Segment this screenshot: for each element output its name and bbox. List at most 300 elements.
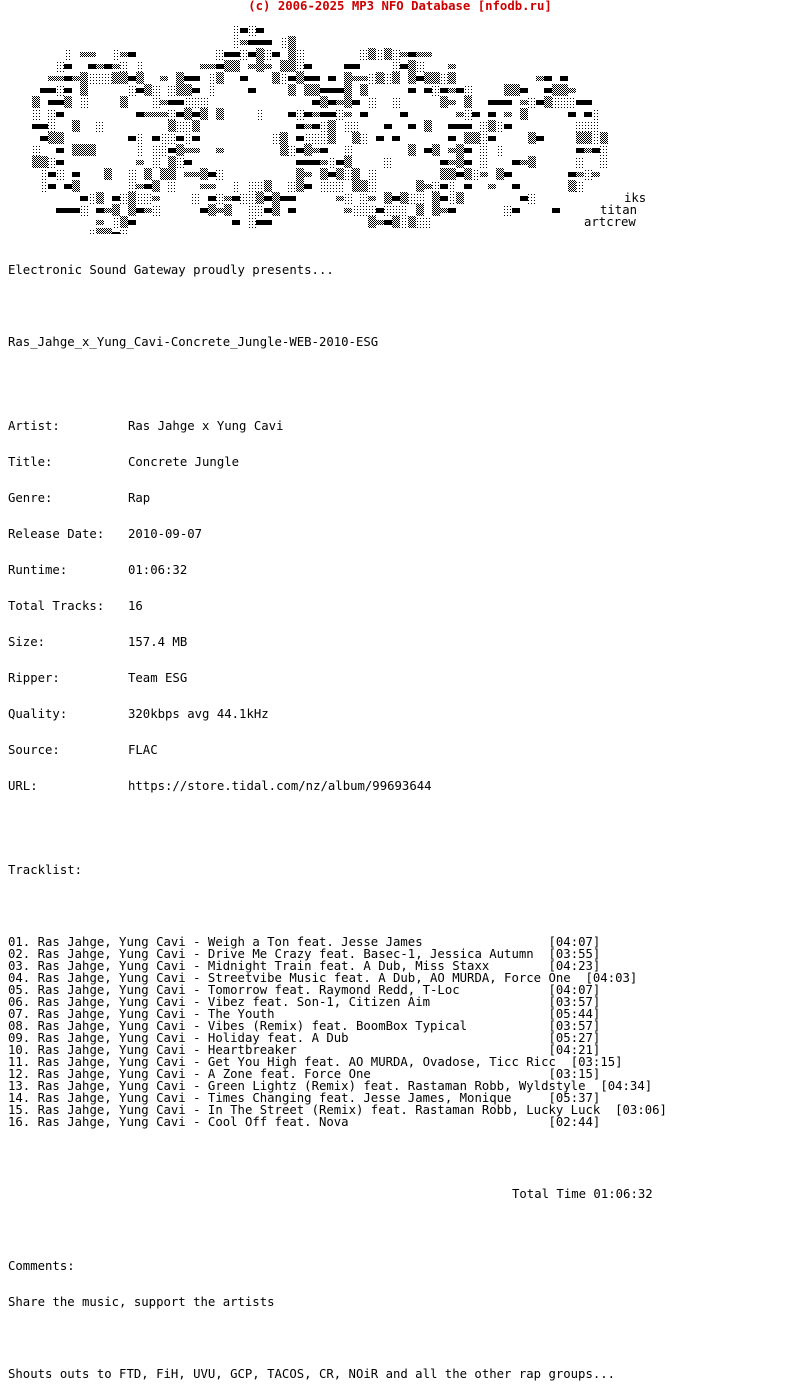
ascii-block xyxy=(368,48,376,60)
ascii-block xyxy=(144,84,152,96)
ascii-block xyxy=(112,232,120,234)
ascii-block xyxy=(184,84,192,96)
ascii-block xyxy=(320,180,328,192)
ascii-block xyxy=(320,112,328,117)
ascii-block xyxy=(184,108,192,120)
ascii-block xyxy=(184,172,192,177)
ascii-block xyxy=(256,220,264,225)
ascii-block xyxy=(320,160,328,165)
track-duration: [04:23] xyxy=(548,959,601,973)
ascii-block xyxy=(304,160,312,165)
ascii-block xyxy=(448,136,456,141)
ascii-block xyxy=(264,40,272,45)
ascii-block xyxy=(112,72,120,84)
ascii-block xyxy=(152,196,160,201)
ascii-block xyxy=(400,52,408,57)
ascii-block xyxy=(272,204,280,216)
ascii-block xyxy=(88,144,96,156)
ascii-block xyxy=(400,112,408,117)
ascii-block xyxy=(424,52,432,57)
track-row: 01. Ras Jahge, Yung Cavi - Weigh a Ton feat. Jesse James [04:07] xyxy=(8,935,601,949)
ascii-block xyxy=(96,72,104,84)
ascii-block xyxy=(248,204,256,216)
ascii-block xyxy=(128,52,136,57)
track-artist: Ras Jahge, Yung Cavi xyxy=(37,1091,186,1105)
ascii-block xyxy=(280,132,288,144)
ascii-block xyxy=(64,88,72,93)
ascii-block xyxy=(280,196,288,201)
ascii-block xyxy=(416,192,424,204)
ascii-block xyxy=(448,72,456,84)
ascii-block xyxy=(152,112,160,117)
track-artist: Ras Jahge, Yung Cavi xyxy=(37,935,186,949)
track-row: 07. Ras Jahge, Yung Cavi - The Youth [05:44] xyxy=(8,1007,601,1021)
ascii-block xyxy=(80,84,88,96)
ascii-block xyxy=(64,184,72,189)
ascii-block xyxy=(288,112,296,117)
ascii-credit-2: titan xyxy=(600,203,638,217)
ascii-block xyxy=(72,172,80,177)
info-label: Quality: xyxy=(8,707,68,721)
ascii-block xyxy=(424,120,432,132)
ascii-block xyxy=(392,196,400,201)
ascii-block xyxy=(408,52,416,57)
track-duration: [03:15] xyxy=(548,1067,601,1081)
ascii-block xyxy=(600,156,608,168)
ascii-block xyxy=(456,124,464,129)
ascii-block xyxy=(168,156,176,168)
ascii-block xyxy=(432,180,440,192)
ascii-block xyxy=(496,120,504,132)
ascii-block xyxy=(448,124,456,129)
ascii-block xyxy=(32,124,40,129)
ascii-block xyxy=(88,52,96,57)
ascii-block xyxy=(344,96,352,108)
track-row: 14. Ras Jahge, Yung Cavi - Times Changing feat. Jesse James, Monique [05:37] xyxy=(8,1091,601,1105)
ascii-block xyxy=(184,160,192,165)
ascii-block xyxy=(368,196,376,201)
track-artist: Ras Jahge, Yung Cavi xyxy=(37,983,186,997)
info-value: 16 xyxy=(128,599,143,613)
ascii-block xyxy=(528,96,536,108)
ascii-block xyxy=(408,192,416,204)
ascii-block xyxy=(352,180,360,192)
track-artist: Ras Jahge, Yung Cavi xyxy=(37,971,186,985)
ascii-block xyxy=(504,84,512,96)
ascii-art-image xyxy=(0,14,800,234)
ascii-block xyxy=(544,96,552,108)
ascii-block xyxy=(528,156,536,168)
ascii-block xyxy=(176,84,184,96)
ascii-block xyxy=(376,220,384,225)
ascii-block xyxy=(336,88,344,93)
ascii-block xyxy=(272,72,280,84)
ascii-block xyxy=(96,120,104,132)
track-artist: Ras Jahge, Yung Cavi xyxy=(37,1043,186,1057)
ascii-block xyxy=(56,148,64,153)
info-label: Release Date: xyxy=(8,527,105,541)
track-row: 05. Ras Jahge, Yung Cavi - Tomorrow feat. Raymond Redd, T-Loc [04:07] xyxy=(8,983,601,997)
site-header: (c) 2006-2025 MP3 NFO Database [nfodb.ru] xyxy=(248,0,552,13)
ascii-credit-3: artcrew xyxy=(584,215,636,229)
track-duration: [03:06] xyxy=(615,1103,667,1117)
ascii-block xyxy=(440,96,448,108)
ascii-block xyxy=(368,216,376,228)
ascii-block xyxy=(216,72,224,84)
ascii-block xyxy=(368,72,376,84)
ascii-credit-1: iks xyxy=(624,191,647,205)
track-number: 06. xyxy=(8,995,31,1009)
ascii-block xyxy=(256,28,264,33)
ascii-block xyxy=(352,100,360,105)
track-title: In The Street (Remix) feat. Rastaman Robb, Lucky Luck xyxy=(207,1103,601,1117)
ascii-block xyxy=(160,144,168,156)
track-row: 16. Ras Jahge, Yung Cavi - Cool Off feat. Nova [02:44] xyxy=(8,1115,601,1129)
ascii-block xyxy=(232,180,240,192)
ascii-block xyxy=(416,216,424,228)
ascii-block xyxy=(432,204,440,216)
ascii-block xyxy=(360,48,368,60)
info-value: Concrete Jungle xyxy=(128,455,240,469)
ascii-block xyxy=(320,168,328,180)
ascii-block xyxy=(344,64,352,69)
track-artist: Ras Jahge, Yung Cavi xyxy=(37,1115,186,1129)
ascii-block xyxy=(592,108,600,120)
track-number: 04. xyxy=(8,971,31,985)
ascii-block xyxy=(264,64,272,69)
ascii-block xyxy=(328,180,336,192)
ascii-block xyxy=(112,196,120,201)
ascii-block xyxy=(384,72,392,84)
ascii-block xyxy=(408,72,416,84)
track-number: 12. xyxy=(8,1067,31,1081)
track-number: 01. xyxy=(8,935,31,949)
ascii-block xyxy=(576,120,584,132)
ascii-block xyxy=(176,120,184,132)
ascii-block xyxy=(192,88,200,93)
track-artist: Ras Jahge, Yung Cavi xyxy=(37,1079,186,1093)
ascii-block xyxy=(232,220,240,225)
ascii-block xyxy=(40,156,48,168)
ascii-block xyxy=(296,180,304,192)
ascii-block xyxy=(240,40,248,45)
ascii-block xyxy=(344,72,352,84)
ascii-block xyxy=(136,132,144,144)
ascii-block xyxy=(352,120,360,132)
ascii-block xyxy=(56,132,64,144)
ascii-block xyxy=(136,60,144,72)
comments-text: Share the music, support the artists xyxy=(8,1295,275,1309)
ascii-block xyxy=(560,96,568,108)
ascii-block xyxy=(176,112,184,117)
ascii-block xyxy=(448,88,456,93)
info-value: https://store.tidal.com/nz/album/99693644 xyxy=(128,779,432,793)
ascii-block xyxy=(296,148,304,153)
ascii-block xyxy=(568,96,576,108)
ascii-block xyxy=(448,148,456,153)
info-label: Runtime: xyxy=(8,563,68,577)
ascii-block xyxy=(88,72,96,84)
ascii-block xyxy=(120,216,128,228)
ascii-block xyxy=(416,76,424,81)
info-artist xyxy=(8,420,667,432)
info-ripper xyxy=(8,672,667,684)
ascii-block xyxy=(248,64,256,69)
track-artist: Ras Jahge, Yung Cavi xyxy=(37,947,186,961)
ascii-block xyxy=(296,108,304,120)
ascii-block xyxy=(256,60,264,72)
ascii-block xyxy=(568,88,576,93)
track-duration: [04:34] xyxy=(600,1079,653,1093)
track-number: 16. xyxy=(8,1115,31,1129)
ascii-block xyxy=(360,76,368,81)
ascii-block xyxy=(168,148,176,153)
ascii-block xyxy=(480,132,488,144)
track-row: 04. Ras Jahge, Yung Cavi - Streetvibe Music feat. A Dub, AO MURDA, Force One [04:03] xyxy=(8,971,638,985)
ascii-block xyxy=(432,84,440,96)
ascii-block xyxy=(352,76,360,81)
ascii-block xyxy=(480,144,488,156)
ascii-block xyxy=(432,72,440,84)
ascii-block xyxy=(320,88,328,93)
ascii-block xyxy=(328,120,336,132)
ascii-block xyxy=(392,96,400,108)
ascii-block xyxy=(192,120,200,132)
ascii-block xyxy=(192,172,200,177)
track-row: 09. Ras Jahge, Yung Cavi - Holiday feat. A Dub [05:27] xyxy=(8,1031,601,1045)
ascii-block xyxy=(272,132,280,144)
info-runtime xyxy=(8,564,667,576)
ascii-block xyxy=(200,184,208,189)
track-duration: [03:15] xyxy=(570,1055,623,1069)
ascii-block xyxy=(448,64,456,69)
ascii-block xyxy=(72,76,80,81)
ascii-block xyxy=(448,100,456,105)
ascii-block xyxy=(192,192,200,204)
ascii-block xyxy=(48,120,56,132)
ascii-block xyxy=(96,208,104,213)
ascii-block xyxy=(48,172,56,177)
ascii-block xyxy=(224,204,232,216)
info-total-tracks xyxy=(8,600,667,612)
ascii-block xyxy=(464,184,472,189)
ascii-block xyxy=(144,184,152,189)
info-genre xyxy=(8,492,667,504)
ascii-block xyxy=(576,156,584,168)
info-value: 01:06:32 xyxy=(128,563,188,577)
ascii-block xyxy=(312,160,320,165)
ascii-block xyxy=(344,156,352,168)
ascii-block xyxy=(352,132,360,144)
ascii-block xyxy=(360,180,368,192)
ascii-block xyxy=(344,208,352,213)
ascii-block xyxy=(464,148,472,153)
ascii-block xyxy=(432,144,440,156)
ascii-block xyxy=(536,100,544,105)
ascii-block xyxy=(336,108,344,120)
ascii-block xyxy=(208,184,216,189)
ascii-block xyxy=(304,172,312,177)
track-title: Vibes (Remix) feat. BoomBox Typical xyxy=(207,1019,468,1033)
ascii-block xyxy=(184,76,192,81)
ascii-block xyxy=(192,76,200,81)
info-label: Genre: xyxy=(8,491,53,505)
ascii-block xyxy=(104,228,112,234)
track-row: 13. Ras Jahge, Yung Cavi - Green Lightz (Remix) feat. Rastaman Robb, Wyldstyle [04:34] xyxy=(8,1079,653,1093)
track-artist: Ras Jahge, Yung Cavi xyxy=(37,1007,186,1021)
ascii-block xyxy=(304,124,312,129)
ascii-block xyxy=(96,220,104,225)
ascii-block xyxy=(128,220,136,225)
ascii-block xyxy=(320,96,328,108)
ascii-block xyxy=(56,112,64,117)
ascii-block xyxy=(368,180,376,192)
ascii-block xyxy=(376,208,384,213)
ascii-block xyxy=(312,124,320,129)
ascii-block xyxy=(88,228,96,234)
ascii-block xyxy=(216,64,224,69)
ascii-block xyxy=(64,208,72,213)
ascii-block xyxy=(136,192,144,204)
ascii-block xyxy=(312,112,320,117)
ascii-block xyxy=(344,144,352,156)
ascii-block xyxy=(168,84,176,96)
ascii-block xyxy=(456,192,464,204)
track-title: Holiday feat. A Dub xyxy=(207,1031,349,1045)
ascii-block xyxy=(584,168,592,180)
ascii-block xyxy=(552,96,560,108)
ascii-block xyxy=(296,136,304,141)
ascii-block xyxy=(56,208,64,213)
info-label: Artist: xyxy=(8,419,60,433)
ascii-block xyxy=(504,112,512,117)
ascii-block xyxy=(168,100,176,105)
ascii-block xyxy=(160,100,168,105)
tracklist-heading: Tracklist: xyxy=(8,863,83,877)
ascii-block xyxy=(104,64,112,69)
info-label: Source: xyxy=(8,743,60,757)
ascii-block xyxy=(440,72,448,84)
ascii-block xyxy=(392,48,400,60)
ascii-block xyxy=(568,172,576,177)
release-name: Ras_Jahge_x_Yung_Cavi-Concrete_Jungle-WEB-2010-ESG xyxy=(8,335,379,349)
ascii-block xyxy=(512,160,520,165)
ascii-block xyxy=(184,96,192,108)
ascii-block xyxy=(152,84,160,96)
ascii-block xyxy=(256,204,264,216)
ascii-block xyxy=(96,192,104,204)
ascii-block xyxy=(480,156,488,168)
ascii-block xyxy=(464,96,472,108)
ascii-block xyxy=(264,180,272,192)
ascii-block xyxy=(600,132,608,144)
ascii-block xyxy=(304,64,312,69)
track-title: The Youth xyxy=(207,1007,275,1021)
ascii-block xyxy=(280,144,288,156)
ascii-block xyxy=(488,112,496,117)
ascii-block xyxy=(240,192,248,204)
ascii-block xyxy=(392,204,400,216)
ascii-block xyxy=(416,52,424,57)
ascii-block xyxy=(376,136,384,141)
ascii-block xyxy=(408,216,416,228)
ascii-block xyxy=(264,48,272,60)
ascii-block xyxy=(536,136,544,141)
ascii-block xyxy=(368,204,376,216)
ascii-block xyxy=(496,168,504,180)
ascii-block xyxy=(584,132,592,144)
ascii-block xyxy=(208,64,216,69)
ascii-block xyxy=(152,180,160,192)
ascii-block xyxy=(296,168,304,180)
track-row: 10. Ras Jahge, Yung Cavi - Heartbreaker [04:21] xyxy=(8,1043,601,1057)
track-duration: [04:07] xyxy=(548,935,601,949)
ascii-block xyxy=(584,100,592,105)
ascii-block xyxy=(512,184,520,189)
ascii-block xyxy=(512,208,520,213)
ascii-block xyxy=(456,88,464,93)
ascii-block xyxy=(40,124,48,129)
ascii-block xyxy=(448,168,456,180)
ascii-block xyxy=(232,36,240,48)
ascii-block xyxy=(464,160,472,165)
ascii-block xyxy=(320,148,328,153)
ascii-block xyxy=(248,216,256,228)
track-number: 02. xyxy=(8,947,31,961)
ascii-block xyxy=(440,208,448,213)
ascii-block xyxy=(128,180,136,192)
ascii-block xyxy=(208,72,216,84)
nfo-body xyxy=(8,240,667,1392)
ascii-block xyxy=(152,144,160,156)
ascii-block xyxy=(128,84,136,96)
ascii-block xyxy=(392,216,400,228)
info-value: Ras Jahge x Yung Cavi xyxy=(128,419,284,433)
ascii-block xyxy=(472,112,480,117)
ascii-block xyxy=(96,228,104,234)
ascii-block xyxy=(272,52,280,57)
ascii-block xyxy=(328,132,336,144)
ascii-block xyxy=(232,24,240,36)
ascii-block xyxy=(464,132,472,144)
ascii-block xyxy=(312,148,320,153)
ascii-block xyxy=(480,120,488,132)
ascii-block xyxy=(144,192,152,204)
ascii-block xyxy=(128,168,136,180)
track-number: 08. xyxy=(8,1019,31,1033)
track-duration: [04:03] xyxy=(585,971,638,985)
track-number: 11. xyxy=(8,1055,31,1069)
ascii-block xyxy=(448,180,456,192)
ascii-block xyxy=(232,60,240,72)
ascii-block xyxy=(56,100,64,105)
ascii-block xyxy=(248,40,256,45)
ascii-block xyxy=(48,132,56,144)
ascii-block xyxy=(256,108,264,120)
ascii-block xyxy=(280,72,288,84)
ascii-block xyxy=(80,204,88,216)
track-row: 02. Ras Jahge, Yung Cavi - Drive Me Crazy feat. Basec-1, Jessica Autumn [03:55] xyxy=(8,947,601,961)
ascii-block xyxy=(456,172,464,177)
ascii-block xyxy=(400,216,408,228)
ascii-block xyxy=(384,192,392,204)
ascii-block xyxy=(192,96,200,108)
ascii-block xyxy=(304,76,312,81)
ascii-block xyxy=(40,180,48,192)
ascii-block xyxy=(344,112,352,117)
track-title: Heartbreaker xyxy=(207,1043,297,1057)
ascii-block xyxy=(208,84,216,96)
